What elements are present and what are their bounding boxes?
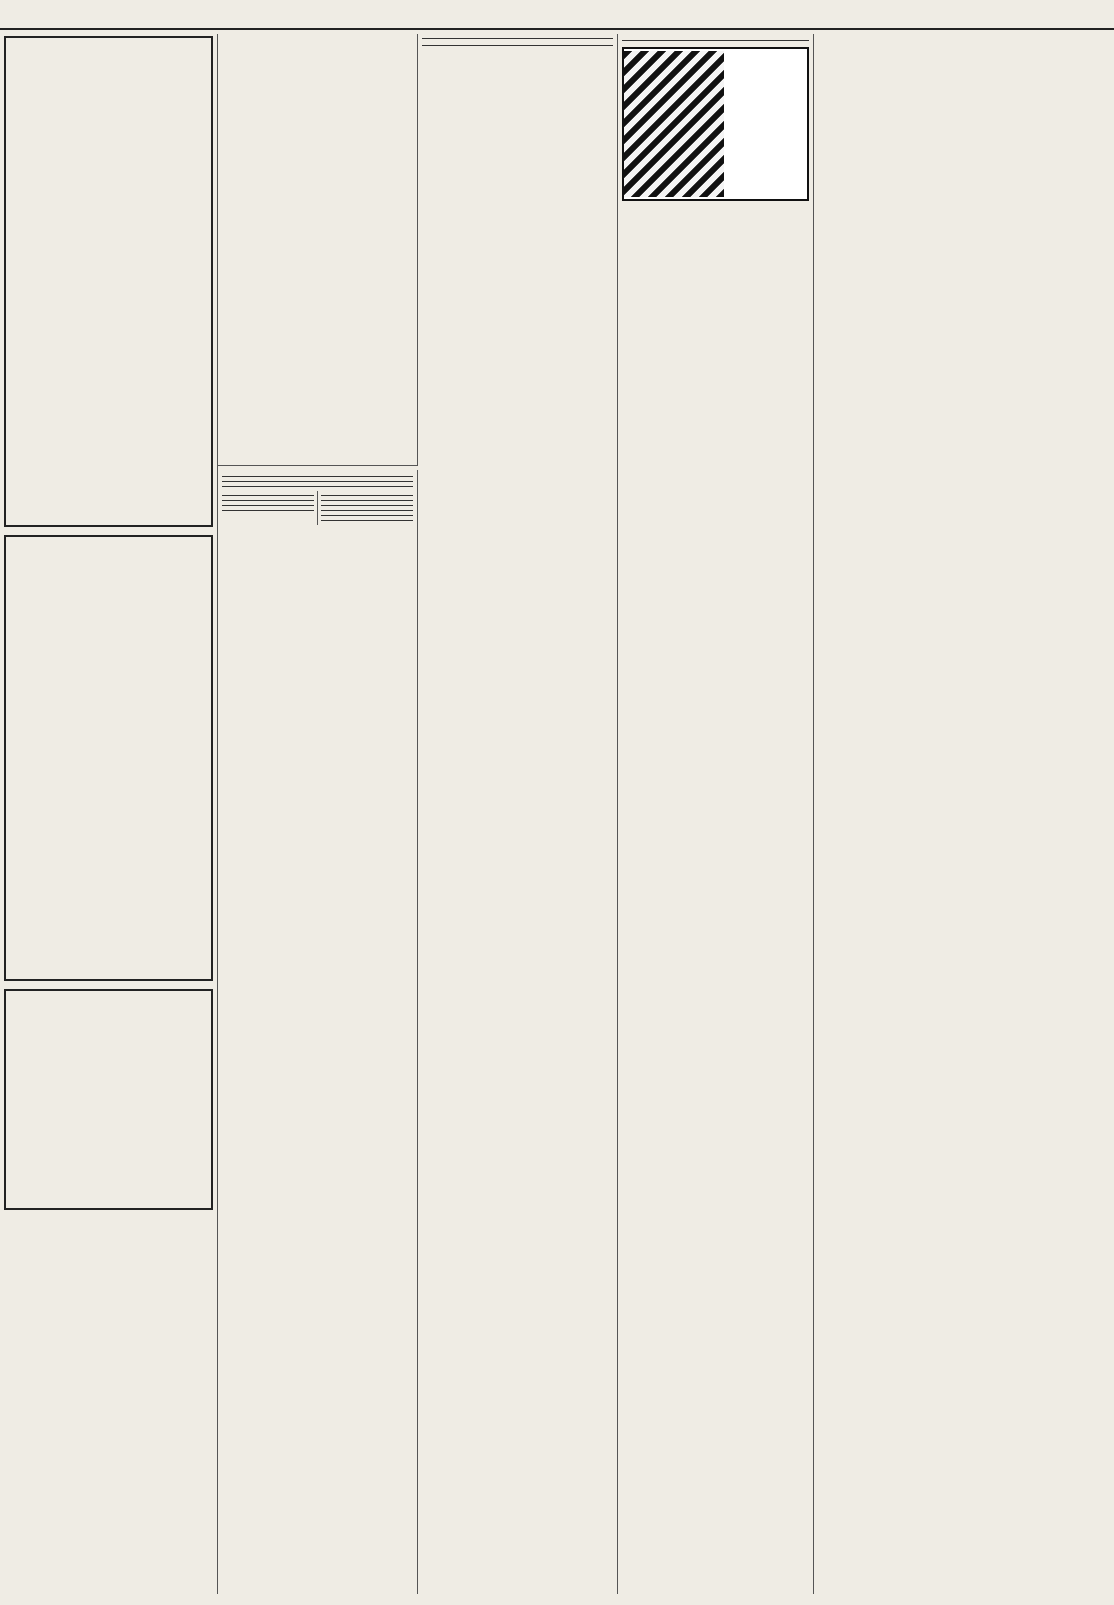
zebra-ad <box>622 47 809 201</box>
cards-right <box>318 491 414 525</box>
masthead <box>0 0 1114 30</box>
melbourne-ad <box>4 36 213 527</box>
zebra-text <box>724 120 807 128</box>
mollison-ad <box>4 535 213 981</box>
zebra-image <box>624 51 724 197</box>
column-football-actual <box>618 34 814 1594</box>
cards-left <box>222 491 318 525</box>
column-professional-cards <box>218 470 418 1594</box>
column-sport <box>218 34 418 466</box>
professional-cards-grid <box>222 491 413 525</box>
column-advertisements-1 <box>0 34 218 1594</box>
grass-seed-ad <box>4 989 213 1210</box>
column-sporting-main <box>418 34 618 1594</box>
